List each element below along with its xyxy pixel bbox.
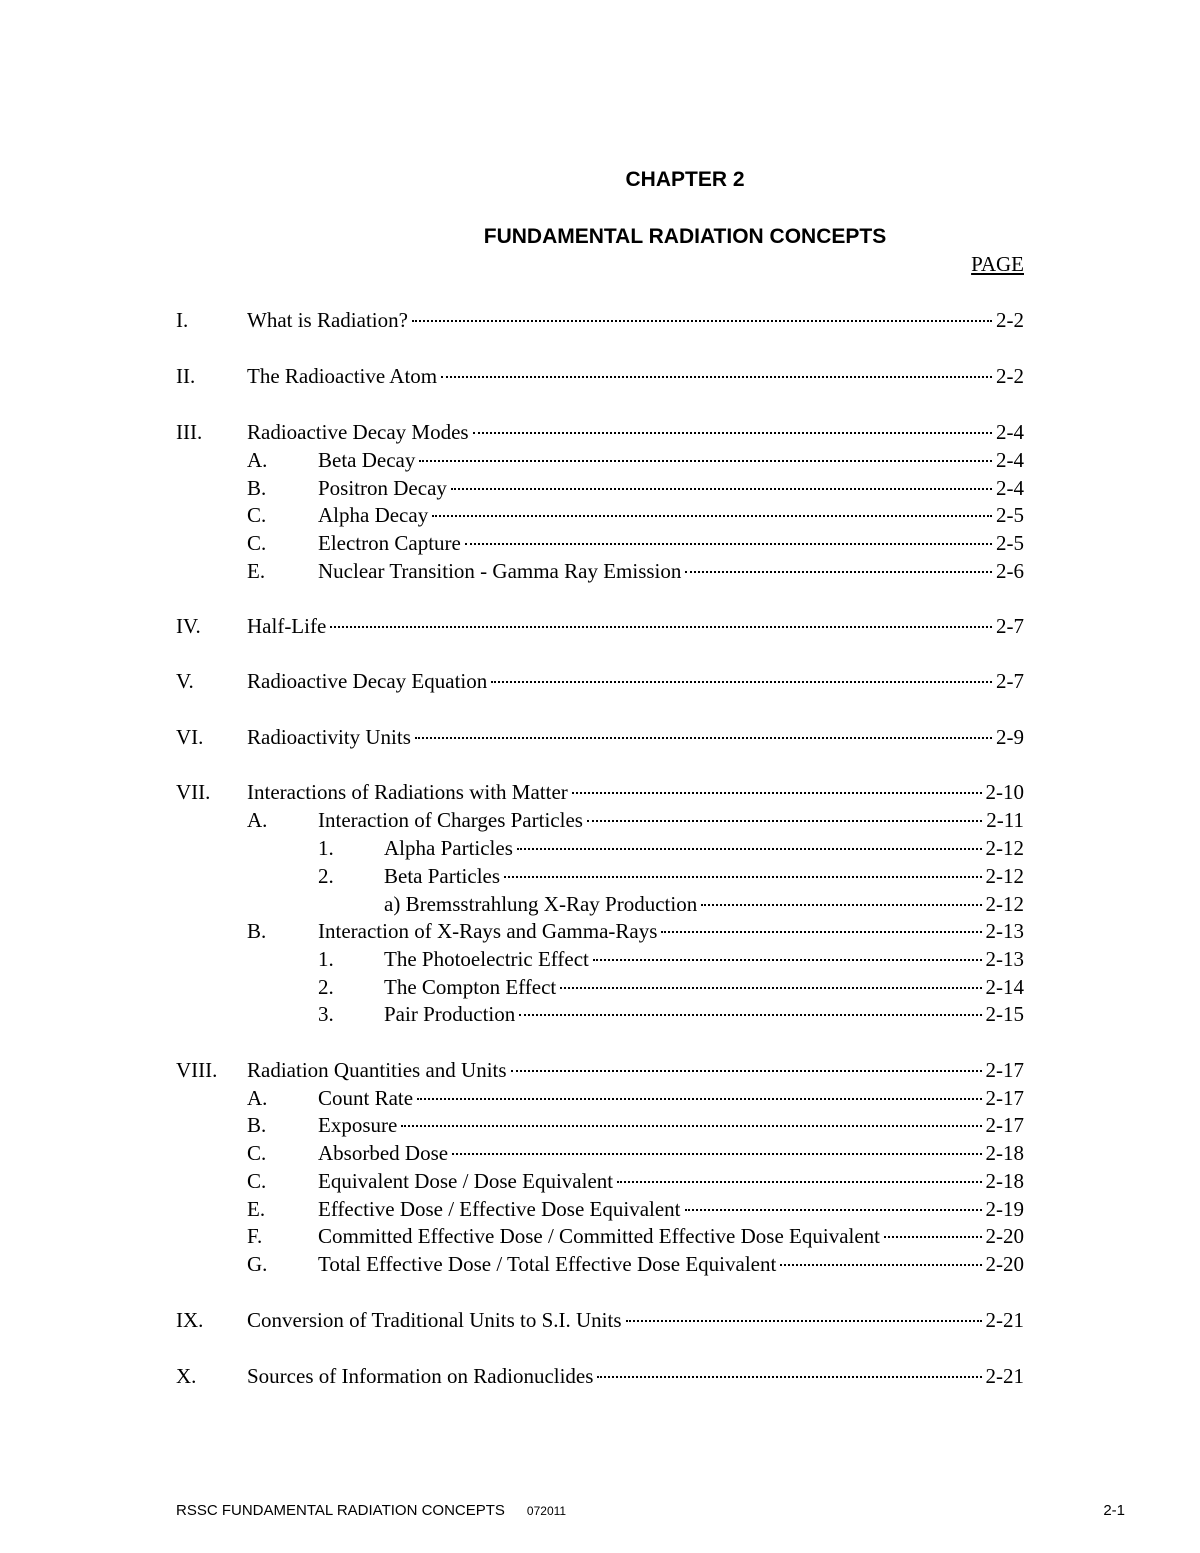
toc-entry	[318, 448, 1024, 474]
toc-page-number: 2-21	[985, 1308, 1024, 1332]
toc-title: Radioactive Decay Equation	[247, 669, 488, 693]
page-column-header: PAGE	[971, 252, 1024, 276]
toc-entry	[318, 919, 1024, 945]
toc-title: Absorbed Dose	[318, 1141, 449, 1165]
toc-title: Committed Effective Dose / Committed Effective Dose Equivalent	[318, 1224, 881, 1248]
toc-number: I.	[176, 308, 189, 332]
toc-number: B.	[247, 476, 267, 500]
toc-entry	[247, 780, 1024, 806]
toc-page-number: 2-20	[985, 1252, 1024, 1276]
footer-page-number: 2-1	[1103, 1502, 1125, 1519]
toc-entry	[318, 559, 1024, 585]
dot-leader	[597, 1376, 981, 1378]
toc-entry	[318, 531, 1024, 557]
toc-number: C.	[247, 531, 267, 555]
toc-page-number: 2-13	[985, 919, 1024, 943]
toc-entry	[318, 1141, 1024, 1167]
toc-number: III.	[176, 420, 203, 444]
dot-leader	[780, 1264, 981, 1266]
dot-leader	[452, 1153, 981, 1155]
dot-leader	[511, 1070, 982, 1072]
dot-leader	[473, 432, 992, 434]
dot-leader	[432, 515, 992, 517]
dot-leader	[884, 1236, 981, 1238]
toc-page-number: 2-18	[985, 1169, 1024, 1193]
toc-number: 1.	[318, 947, 334, 971]
dot-leader	[685, 571, 992, 573]
toc-page-number: 2-7	[996, 669, 1024, 693]
toc-page-number: 2-20	[985, 1224, 1024, 1248]
toc-page-number: 2-7	[996, 614, 1024, 638]
toc-entry	[247, 669, 1024, 695]
footer-code: 072011	[526, 1504, 567, 1518]
toc-page-number: 2-19	[985, 1197, 1024, 1221]
toc-page-number: 2-11	[986, 808, 1024, 832]
footer-document-title	[176, 1502, 566, 1519]
toc-page-number: 2-2	[996, 308, 1024, 332]
toc-entry	[318, 1113, 1024, 1139]
toc-page-number: 2-4	[996, 420, 1024, 444]
toc-entry	[318, 808, 1024, 834]
toc-title: Interaction of Charges Particles	[318, 808, 583, 832]
toc-page-number: 2-18	[985, 1141, 1024, 1165]
toc-number: A.	[247, 448, 268, 472]
dot-leader	[441, 376, 992, 378]
toc-title: Total Effective Dose / Total Effective Dose Equivalent	[318, 1252, 777, 1276]
toc-entry	[318, 1169, 1024, 1195]
toc-number: 1.	[318, 836, 334, 860]
toc-title: Radiation Quantities and Units	[247, 1058, 507, 1082]
toc-entry	[318, 476, 1024, 502]
toc-title: Beta Decay	[318, 448, 416, 472]
dot-leader	[415, 737, 992, 739]
toc-title: Sources of Information on Radionuclides	[247, 1364, 594, 1388]
toc-page-number: 2-17	[985, 1086, 1024, 1110]
toc-number: II.	[176, 364, 196, 388]
toc-entry	[247, 614, 1024, 640]
toc-title: Effective Dose / Effective Dose Equivalent	[318, 1197, 681, 1221]
toc-entry	[384, 1002, 1024, 1028]
toc-title: Nuclear Transition - Gamma Ray Emission	[318, 559, 682, 583]
toc-page-number: 2-13	[985, 947, 1024, 971]
toc-number: G.	[247, 1252, 268, 1276]
toc-entry	[247, 308, 1024, 334]
toc-entry	[247, 1364, 1024, 1390]
toc-page-number: 2-10	[985, 780, 1024, 804]
toc-title: Alpha Particles	[384, 836, 513, 860]
toc-number: VI.	[176, 725, 204, 749]
toc-title: Radioactivity Units	[247, 725, 411, 749]
toc-entry	[247, 420, 1024, 446]
toc-page-number: 2-21	[985, 1364, 1024, 1388]
dot-leader	[401, 1125, 981, 1127]
toc-number: F.	[247, 1224, 263, 1248]
toc-number: VII.	[176, 780, 211, 804]
toc-title: Count Rate	[318, 1086, 414, 1110]
toc-page-number: 2-5	[996, 503, 1024, 527]
toc-number: B.	[247, 1113, 267, 1137]
toc-title: What is Radiation?	[247, 308, 408, 332]
toc-entry	[247, 1058, 1024, 1084]
toc-number: A.	[247, 808, 268, 832]
toc-number: 3.	[318, 1002, 334, 1026]
toc-title: Interactions of Radiations with Matter	[247, 780, 568, 804]
toc-number: 2.	[318, 864, 334, 888]
dot-leader	[517, 848, 982, 850]
toc-page-number: 2-9	[996, 725, 1024, 749]
toc-entry	[247, 364, 1024, 390]
toc-number: IX.	[176, 1308, 204, 1332]
toc-entry	[384, 892, 1024, 918]
chapter-title: FUNDAMENTAL RADIATION CONCEPTS	[483, 225, 887, 248]
toc-number: C.	[247, 1169, 267, 1193]
dot-leader	[419, 460, 992, 462]
toc-entry	[318, 1224, 1024, 1250]
toc-title: Interaction of X-Rays and Gamma-Rays	[318, 919, 658, 943]
toc-number: A.	[247, 1086, 268, 1110]
toc-number: C.	[247, 503, 267, 527]
toc-page-number: 2-14	[985, 975, 1024, 999]
toc-page-number: 2-4	[996, 476, 1024, 500]
toc-title: Electron Capture	[318, 531, 461, 555]
toc-number: C.	[247, 1141, 267, 1165]
toc-entry	[384, 864, 1024, 890]
dot-leader	[504, 876, 981, 878]
toc-title: Radioactive Decay Modes	[247, 420, 469, 444]
toc-title: a) Bremsstrahlung X-Ray Production	[384, 892, 698, 916]
dot-leader	[491, 681, 992, 683]
toc-entry	[384, 975, 1024, 1001]
dot-leader	[701, 904, 981, 906]
toc-title: Conversion of Traditional Units to S.I. Units	[247, 1308, 622, 1332]
toc-number: 2.	[318, 975, 334, 999]
toc-entry	[384, 947, 1024, 973]
dot-leader	[617, 1181, 981, 1183]
toc-entry	[384, 836, 1024, 862]
toc-title: The Compton Effect	[384, 975, 557, 999]
footer-title: RSSC FUNDAMENTAL RADIATION CONCEPTS	[176, 1502, 505, 1519]
toc-title: Beta Particles	[384, 864, 501, 888]
toc-number: X.	[176, 1364, 197, 1388]
toc-title: Equivalent Dose / Dose Equivalent	[318, 1169, 614, 1193]
dot-leader	[685, 1209, 982, 1211]
toc-page-number: 2-15	[985, 1002, 1024, 1026]
toc-entry	[247, 725, 1024, 751]
toc-title: Half-Life	[247, 614, 327, 638]
toc-title: Alpha Decay	[318, 503, 429, 527]
toc-number: E.	[247, 1197, 266, 1221]
toc-page-number: 2-12	[985, 836, 1024, 860]
toc-page-number: 2-17	[985, 1113, 1024, 1137]
toc-number: V.	[176, 669, 194, 693]
dot-leader	[626, 1320, 982, 1322]
toc-entry	[318, 503, 1024, 529]
toc-page-number: 2-2	[996, 364, 1024, 388]
toc-page-number: 2-17	[985, 1058, 1024, 1082]
dot-leader	[412, 320, 992, 322]
toc-entry	[318, 1252, 1024, 1278]
toc-page-number: 2-5	[996, 531, 1024, 555]
dot-leader	[417, 1098, 981, 1100]
dot-leader	[519, 1014, 981, 1016]
toc-title: Positron Decay	[318, 476, 447, 500]
toc-number: VIII.	[176, 1058, 218, 1082]
dot-leader	[572, 792, 982, 794]
dot-leader	[587, 820, 982, 822]
toc-page-number: 2-12	[985, 892, 1024, 916]
dot-leader	[593, 959, 982, 961]
dot-leader	[560, 987, 981, 989]
toc-number: E.	[247, 559, 266, 583]
toc-entry	[318, 1086, 1024, 1112]
toc-title: Exposure	[318, 1113, 398, 1137]
toc-number: IV.	[176, 614, 201, 638]
dot-leader	[661, 931, 981, 933]
toc-title: The Radioactive Atom	[247, 364, 438, 388]
toc-title: The Photoelectric Effect	[384, 947, 589, 971]
dot-leader	[451, 488, 992, 490]
chapter-label: CHAPTER 2	[625, 168, 745, 191]
toc-title: Pair Production	[384, 1002, 516, 1026]
toc-entry	[318, 1197, 1024, 1223]
toc-number: B.	[247, 919, 267, 943]
toc-page-number: 2-12	[985, 864, 1024, 888]
toc-entry	[247, 1308, 1024, 1334]
toc-page-number: 2-6	[996, 559, 1024, 583]
toc-page-number: 2-4	[996, 448, 1024, 472]
dot-leader	[465, 543, 992, 545]
dot-leader	[330, 626, 992, 628]
